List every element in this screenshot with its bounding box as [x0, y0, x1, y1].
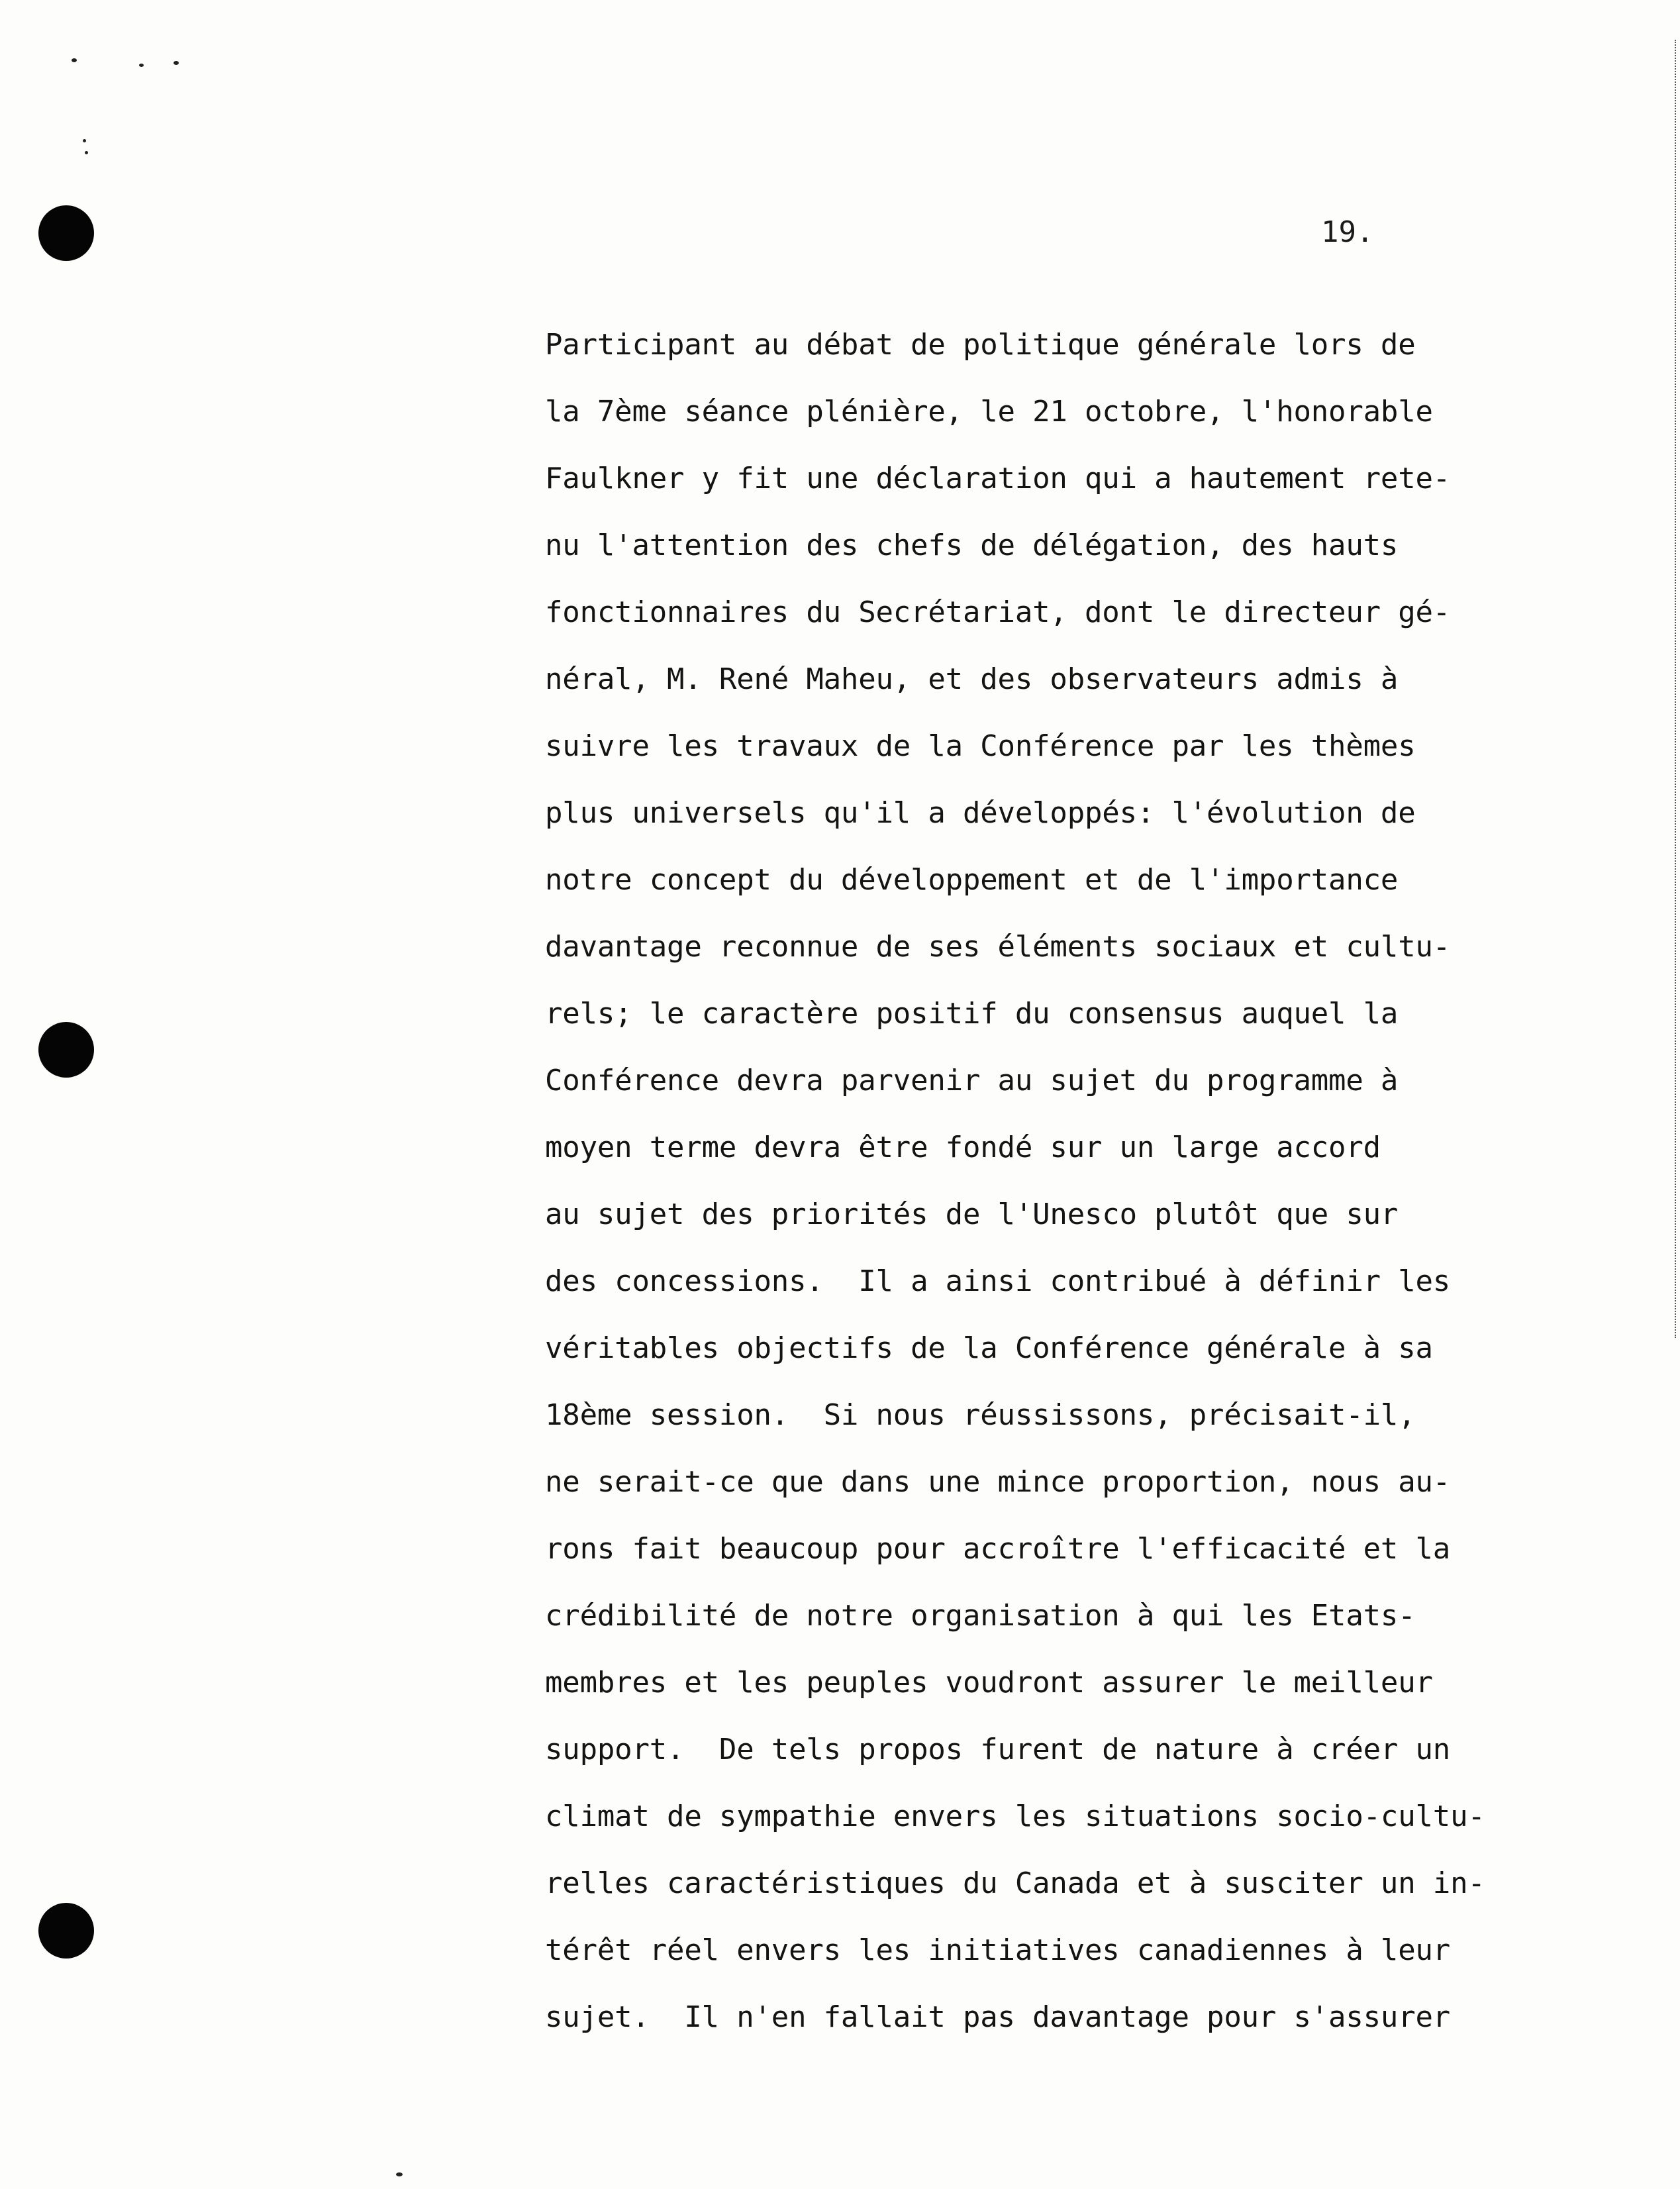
text-line: climat de sympathie envers les situations socio-cultu- — [545, 1800, 1485, 1833]
scan-speck — [396, 2172, 403, 2176]
punch-hole — [38, 205, 94, 261]
text-line: des concessions. Il a ainsi contribué à définir les — [545, 1264, 1451, 1298]
text-line: Conférence devra parvenir au sujet du programme à — [545, 1064, 1399, 1097]
text-line: membres et les peuples voudront assurer le meilleur — [545, 1666, 1433, 1700]
text-line: au sujet des priorités de l'Unesco plutôt que sur — [545, 1197, 1399, 1231]
page-number: 19. — [1321, 215, 1374, 249]
text-line: crédibilité de notre organisation à qui les Etats- — [545, 1599, 1416, 1633]
body-paragraph — [545, 311, 1485, 2051]
text-line: fonctionnaires du Secrétariat, dont le directeur gé- — [545, 595, 1451, 629]
text-line: davantage reconnue de ses éléments sociaux et cultu- — [545, 930, 1451, 964]
text-line: support. De tels propos furent de nature à créer un — [545, 1733, 1451, 1766]
text-line: sujet. Il n'en fallait pas davantage pour s'assurer — [545, 2000, 1451, 2034]
scan-speck — [85, 151, 88, 154]
punch-hole — [38, 1903, 94, 1959]
text-line: moyen terme devra être fondé sur un large accord — [545, 1131, 1381, 1164]
text-line: térêt réel envers les initiatives canadiennes à leur — [545, 1933, 1451, 1967]
scan-speck — [139, 64, 144, 67]
scan-speck — [83, 139, 86, 142]
text-line: 18ème session. Si nous réussissons, précisait-il, — [545, 1398, 1416, 1432]
text-line: Participant au débat de politique générale lors de — [545, 328, 1416, 362]
text-line: relles caractéristiques du Canada et à susciter un in- — [545, 1866, 1485, 1900]
text-line: rons fait beaucoup pour accroître l'efficacité et la — [545, 1532, 1451, 1566]
text-line: suivre les travaux de la Conférence par les thèmes — [545, 729, 1416, 763]
text-line: véritables objectifs de la Conférence générale à sa — [545, 1331, 1433, 1365]
text-line: nu l'attention des chefs de délégation, des hauts — [545, 529, 1399, 562]
text-line: la 7ème séance plénière, le 21 octobre, l'honorable — [545, 395, 1433, 429]
text-line: néral, M. René Maheu, et des observateurs admis à — [545, 662, 1399, 696]
punch-hole — [38, 1022, 94, 1078]
text-line: ne serait-ce que dans une mince proportion, nous au- — [545, 1465, 1451, 1499]
text-line: plus universels qu'il a développés: l'évolution de — [545, 796, 1416, 830]
text-line: rels; le caractère positif du consensus auquel la — [545, 997, 1399, 1031]
scan-speck — [173, 61, 179, 65]
page-edge-shadow — [1675, 40, 1680, 1338]
scan-speck — [72, 58, 77, 62]
text-line: notre concept du développement et de l'importance — [545, 863, 1399, 897]
text-line: Faulkner y fit une déclaration qui a hautement rete- — [545, 462, 1451, 495]
